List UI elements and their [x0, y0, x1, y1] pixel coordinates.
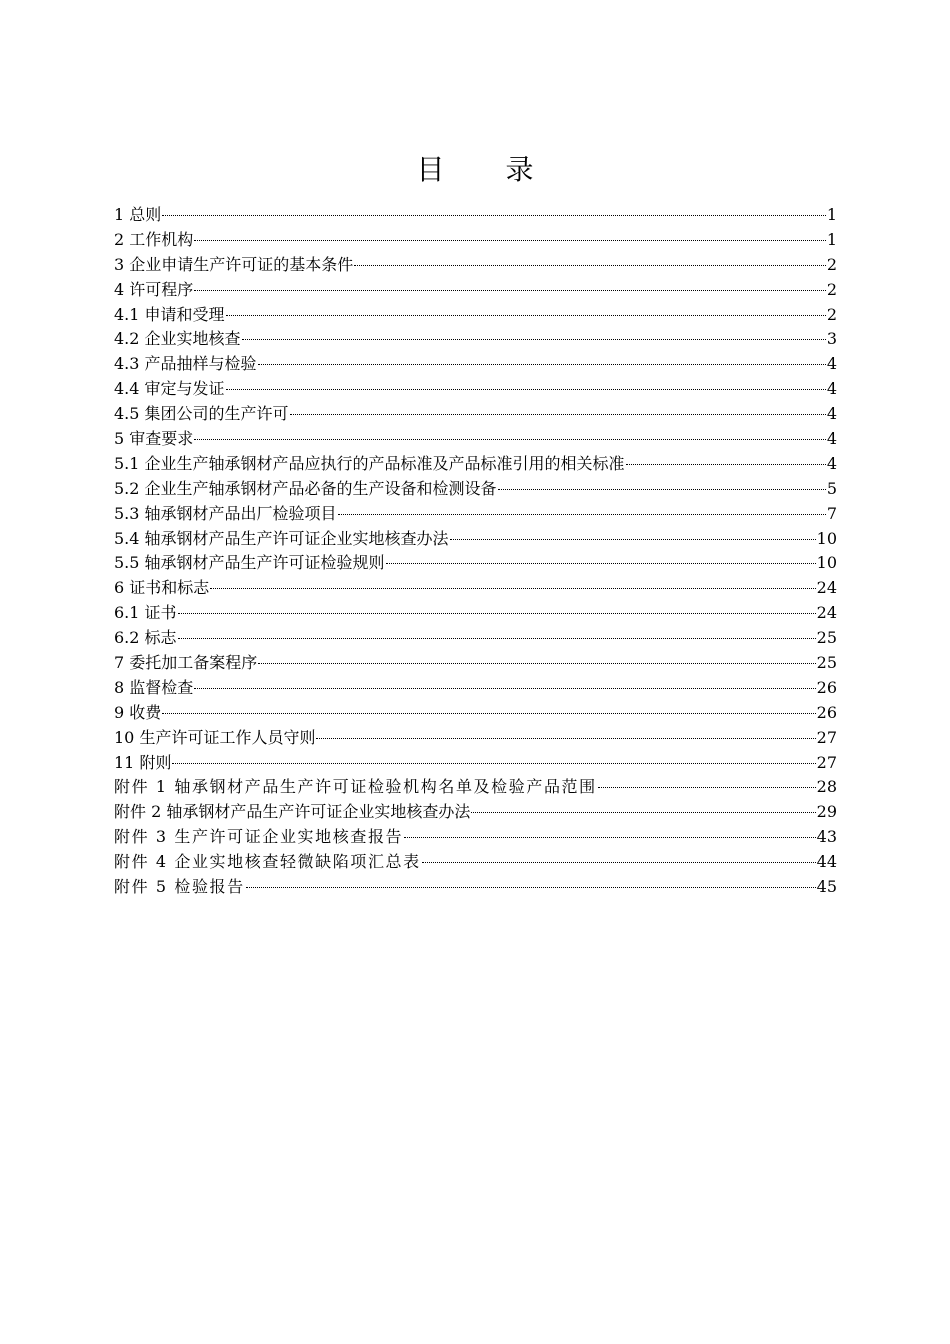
toc-entry-page-number: 25 — [816, 628, 837, 648]
toc-entry-label: 附件 2 轴承钢材产品生产许可证企业实地核查办法 — [114, 802, 471, 822]
toc-entry-page-number: 4 — [826, 379, 837, 399]
toc-entry-label: 4.5 集团公司的生产许可 — [114, 404, 289, 424]
toc-entry[interactable] — [114, 527, 837, 552]
toc-dot-leader — [172, 763, 815, 764]
toc-entry-label: 4.4 审定与发证 — [114, 379, 225, 399]
toc-entry-page-number: 4 — [826, 404, 837, 424]
toc-dot-leader — [210, 588, 815, 589]
toc-entry[interactable] — [114, 875, 837, 900]
toc-dot-leader — [498, 489, 826, 490]
toc-dot-leader — [404, 837, 815, 838]
toc-entry[interactable] — [114, 800, 837, 825]
toc-entry[interactable] — [114, 427, 837, 452]
toc-dot-leader — [194, 240, 826, 241]
toc-entry-label: 5 审查要求 — [114, 429, 194, 449]
toc-entry-label: 6.1 证书 — [114, 603, 177, 623]
toc-entry-page-number: 2 — [826, 254, 837, 274]
toc-entry-page-number: 7 — [826, 503, 837, 523]
toc-entry[interactable] — [114, 775, 837, 800]
toc-entry-label: 5.4 轴承钢材产品生产许可证企业实地核查办法 — [114, 528, 449, 548]
toc-entry[interactable] — [114, 502, 837, 527]
toc-entry[interactable] — [114, 850, 837, 875]
toc-entry[interactable] — [114, 278, 837, 303]
toc-entry-page-number: 24 — [816, 603, 837, 623]
toc-entry-page-number: 29 — [816, 802, 837, 822]
toc-dot-leader — [258, 663, 815, 664]
toc-entry-label: 8 监督检查 — [114, 677, 194, 697]
toc-entry-label: 4.2 企业实地核查 — [114, 329, 241, 349]
toc-entry-label: 9 收费 — [114, 702, 162, 722]
toc-entry-label: 11 附则 — [114, 752, 172, 772]
toc-dot-leader — [226, 315, 826, 316]
toc-dot-leader — [598, 787, 816, 788]
toc-entry-page-number: 28 — [816, 777, 837, 797]
toc-entry[interactable] — [114, 402, 837, 427]
toc-entry-label: 4.1 申请和受理 — [114, 304, 225, 324]
toc-entry-page-number: 26 — [816, 702, 837, 722]
toc-entry-label: 4.3 产品抽样与检验 — [114, 354, 257, 374]
toc-entry-label: 10 生产许可证工作人员守则 — [114, 727, 316, 747]
toc-dot-leader — [194, 688, 815, 689]
toc-entry-label: 3 企业申请生产许可证的基本条件 — [114, 254, 354, 274]
toc-entry[interactable] — [114, 327, 837, 352]
toc-entry[interactable] — [114, 825, 837, 850]
toc-entry-page-number: 5 — [826, 478, 837, 498]
toc-entry-page-number: 24 — [816, 578, 837, 598]
toc-entry-label: 附件 3 生产许可证企业实地核查报告 — [114, 827, 404, 847]
toc-entry[interactable] — [114, 228, 837, 253]
toc-entry[interactable] — [114, 352, 837, 377]
toc-entry-page-number: 1 — [826, 205, 837, 224]
toc-entry[interactable] — [114, 551, 837, 576]
toc-entry-page-number: 27 — [816, 752, 837, 772]
toc-entry-page-number: 3 — [826, 329, 837, 349]
toc-dot-leader — [162, 215, 826, 216]
toc-dot-leader — [422, 862, 816, 863]
toc-dot-leader — [246, 887, 816, 888]
toc-entry-label: 2 工作机构 — [114, 229, 194, 249]
toc-entry[interactable] — [114, 626, 837, 651]
toc-entry-label: 5.2 企业生产轴承钢材产品必备的生产设备和检测设备 — [114, 478, 497, 498]
toc-entry-label: 5.3 轴承钢材产品出厂检验项目 — [114, 503, 337, 523]
toc-entry-label: 附件 1 轴承钢材产品生产许可证检验机构名单及检验产品范围 — [114, 777, 597, 797]
toc-entry-label: 4 许可程序 — [114, 279, 194, 299]
toc-entry-page-number: 27 — [816, 727, 837, 747]
toc-entry[interactable] — [114, 676, 837, 701]
table-of-contents — [114, 203, 837, 900]
toc-entry[interactable] — [114, 477, 837, 502]
toc-entry-label: 1 总则 — [114, 205, 162, 224]
toc-entry[interactable] — [114, 303, 837, 328]
toc-dot-leader — [162, 713, 815, 714]
toc-entry-page-number: 43 — [816, 827, 837, 847]
toc-entry-page-number: 44 — [816, 852, 837, 872]
toc-entry-page-number: 2 — [826, 279, 837, 299]
toc-entry[interactable] — [114, 601, 837, 626]
toc-dot-leader — [450, 539, 816, 540]
toc-dot-leader — [338, 514, 826, 515]
toc-entry-page-number: 45 — [816, 877, 837, 897]
toc-entry[interactable] — [114, 751, 837, 776]
toc-entry-label: 5.1 企业生产轴承钢材产品应执行的产品标准及产品标准引用的相关标准 — [114, 453, 625, 473]
toc-dot-leader — [626, 464, 826, 465]
toc-dot-leader — [290, 414, 826, 415]
page-title: 目 录 — [416, 153, 560, 186]
toc-entry-label: 5.5 轴承钢材产品生产许可证检验规则 — [114, 553, 385, 573]
toc-entry[interactable] — [114, 576, 837, 601]
toc-entry[interactable] — [114, 701, 837, 726]
toc-entry[interactable] — [114, 452, 837, 477]
toc-dot-leader — [226, 389, 826, 390]
toc-entry-label: 6 证书和标志 — [114, 578, 210, 598]
toc-entry-label: 7 委托加工备案程序 — [114, 653, 258, 673]
toc-dot-leader — [178, 638, 816, 639]
toc-entry-page-number: 2 — [826, 304, 837, 324]
toc-entry-page-number: 4 — [826, 429, 837, 449]
toc-dot-leader — [354, 265, 826, 266]
toc-entry-page-number: 4 — [826, 453, 837, 473]
toc-dot-leader — [194, 439, 826, 440]
toc-entry-label: 6.2 标志 — [114, 628, 177, 648]
toc-dot-leader — [178, 613, 816, 614]
toc-entry[interactable] — [114, 726, 837, 751]
toc-dot-leader — [316, 738, 815, 739]
toc-entry[interactable] — [114, 203, 837, 228]
toc-entry-label: 附件 5 检验报告 — [114, 877, 245, 897]
toc-entry-page-number: 26 — [816, 677, 837, 697]
toc-entry-page-number: 10 — [816, 553, 837, 573]
toc-dot-leader — [386, 563, 816, 564]
toc-entry[interactable] — [114, 651, 837, 676]
toc-dot-leader — [194, 290, 826, 291]
toc-entry-page-number: 10 — [816, 528, 837, 548]
toc-entry-page-number: 1 — [826, 229, 837, 249]
toc-entry-page-number: 4 — [826, 354, 837, 374]
toc-dot-leader — [242, 339, 826, 340]
toc-entry[interactable] — [114, 253, 837, 278]
toc-entry-label: 附件 4 企业实地核查轻微缺陷项汇总表 — [114, 852, 421, 872]
toc-dot-leader — [258, 364, 826, 365]
toc-dot-leader — [471, 812, 815, 813]
toc-entry-page-number: 25 — [816, 653, 837, 673]
toc-entry[interactable] — [114, 377, 837, 402]
